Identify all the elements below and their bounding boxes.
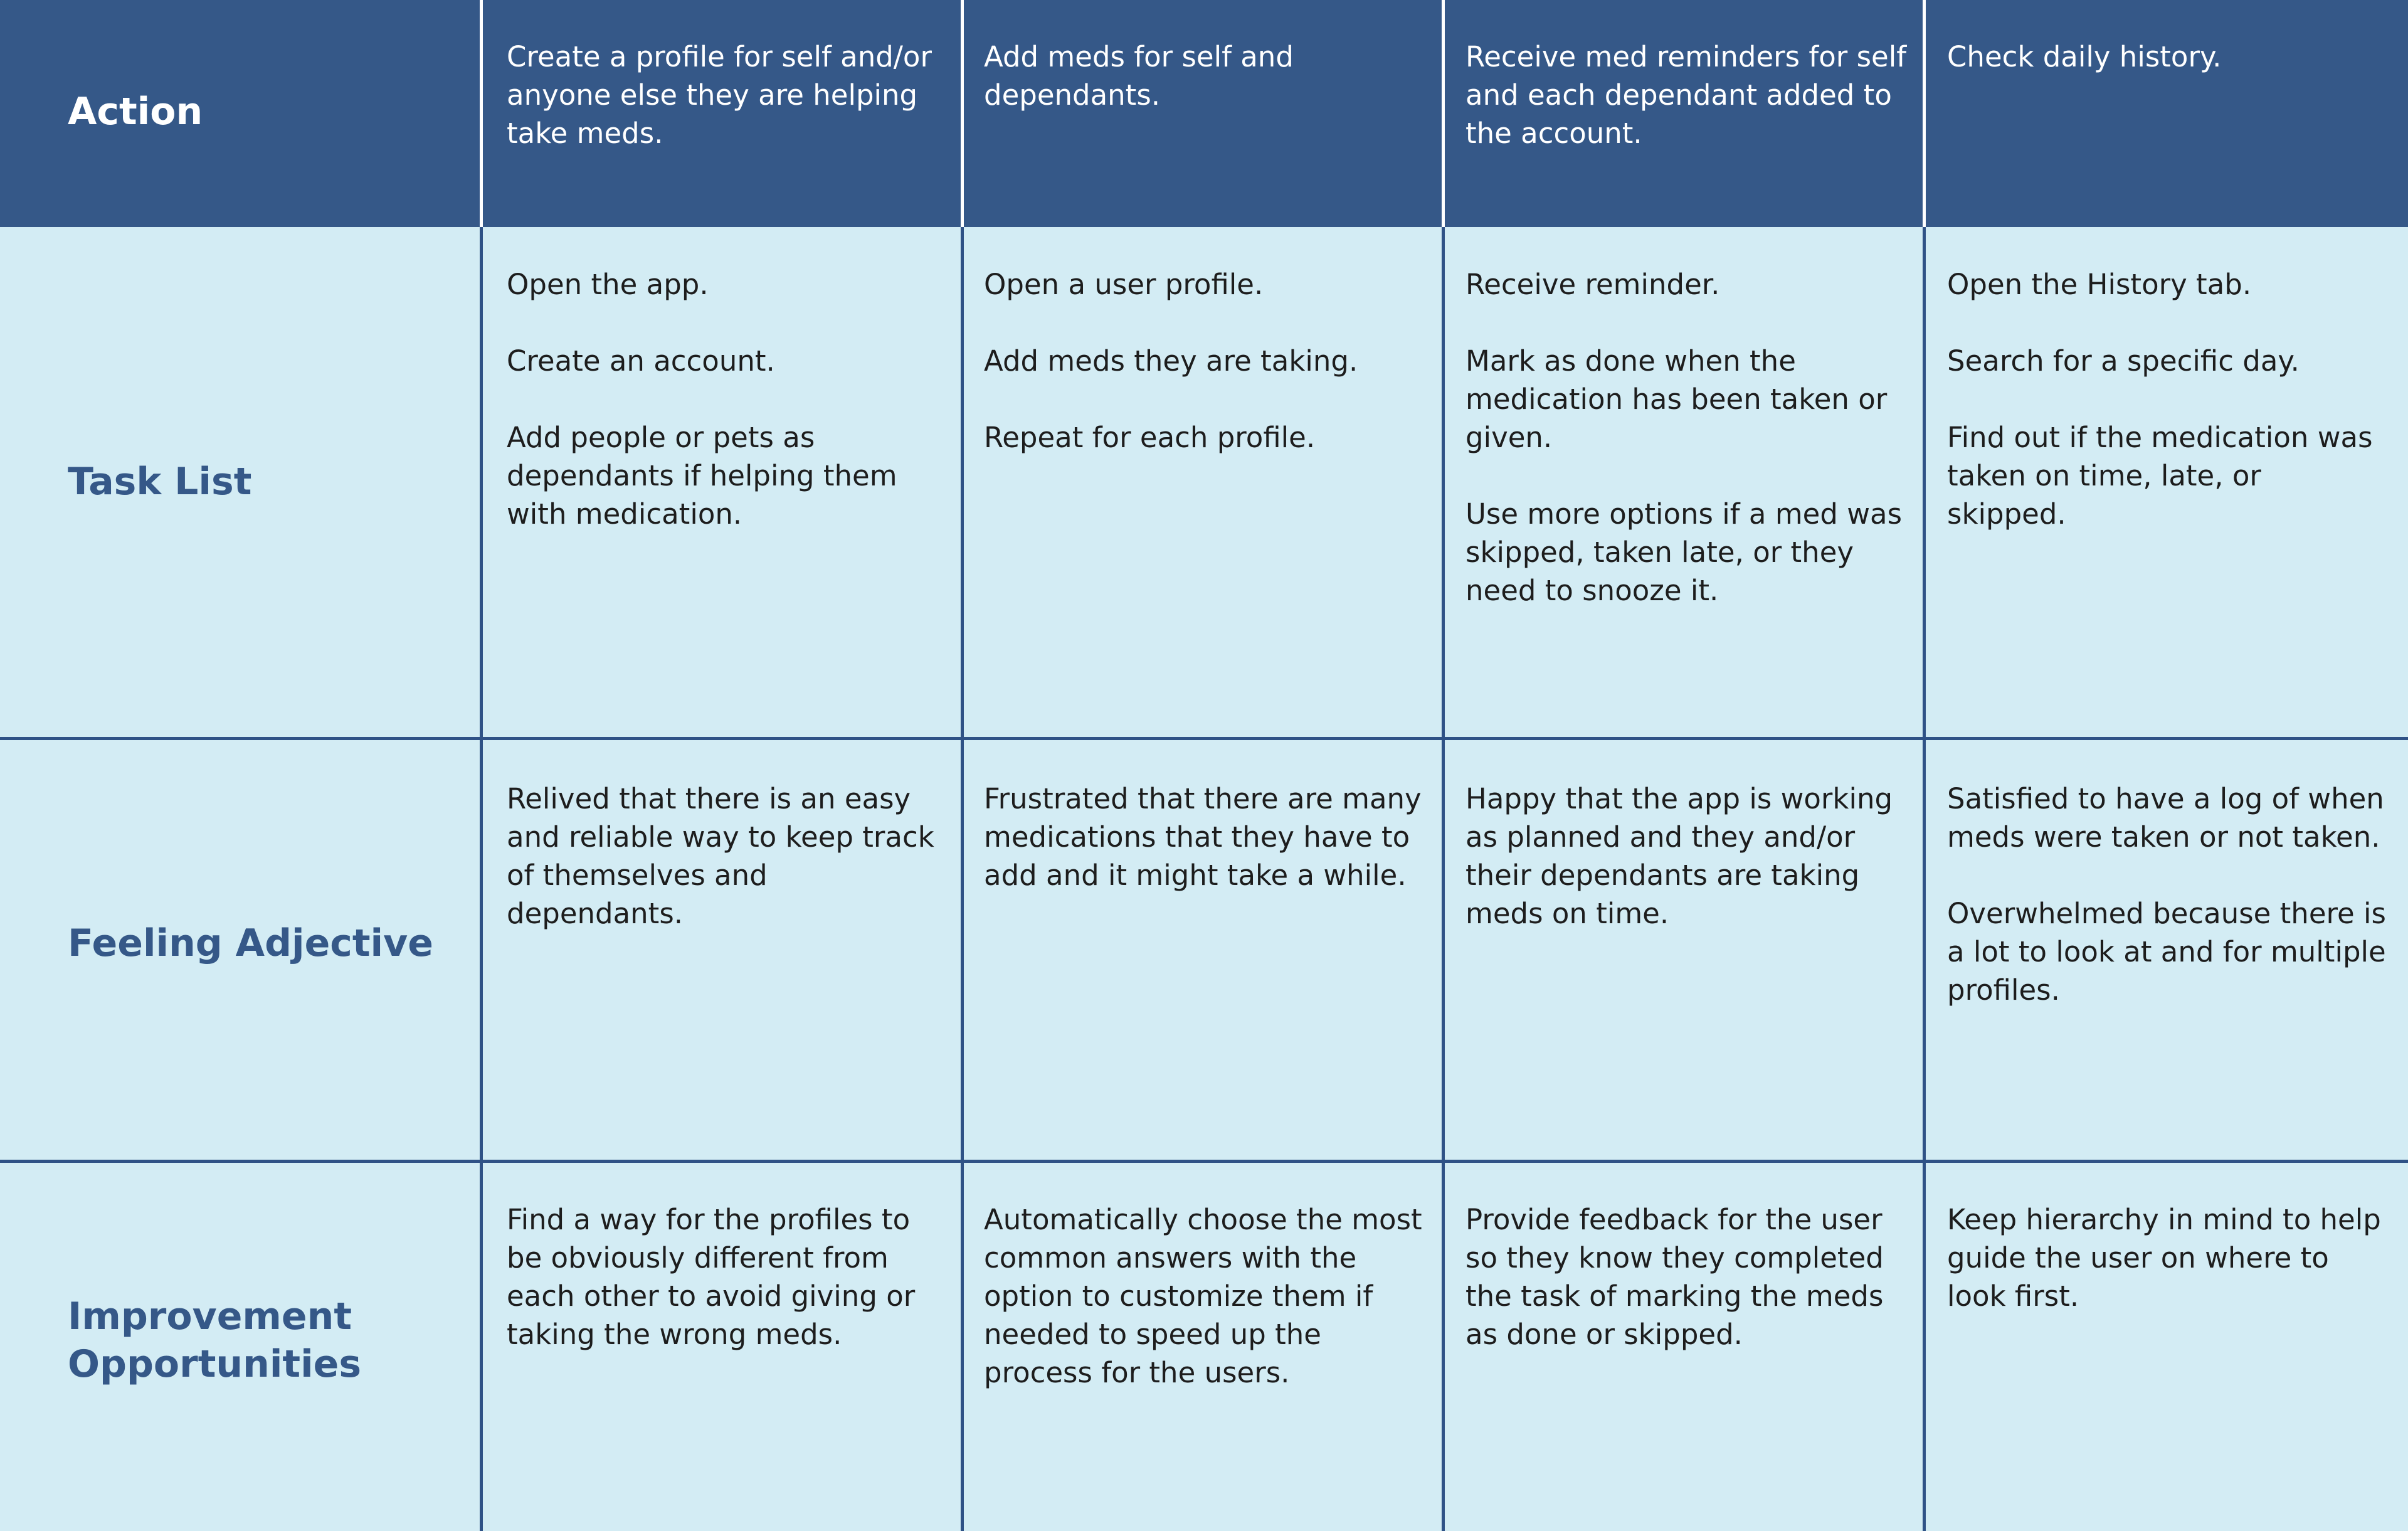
row-label-improvement-opportunities: Improvement Opportunities <box>68 1295 362 1386</box>
task-list-cell-1: Open the app. Create an account. Add people or pets as dependants if helping them with medication. <box>507 268 897 531</box>
improvement-cell-4: Keep hierarchy in mind to help guide the user on where to look first. <box>1947 1203 2381 1313</box>
column-divider <box>1442 227 1445 1531</box>
feeling-cell-4: Satisfied to have a log of when meds were taken or not taken. Overwhelmed because there is a lot to look at and for multiple profiles. <box>1947 782 2386 1007</box>
task-list-cell-4: Open the History tab. Search for a specific day. Find out if the medication was taken on time, late, or skipped. <box>1947 268 2373 531</box>
action-cell-1: Create a profile for self and/or anyone else they are helping take meds. <box>507 40 932 150</box>
header-divider <box>480 0 483 227</box>
action-cell-2: Add meds for self and dependants. <box>984 40 1294 112</box>
header-divider <box>1923 0 1926 227</box>
improvement-cell-1: Find a way for the profiles to be obviously different from each other to avoid giving or taking the wrong meds. <box>507 1203 916 1351</box>
feeling-cell-1: Relived that there is an easy and reliable way to keep track of themselves and dependants. <box>507 782 934 930</box>
improvement-cell-3: Provide feedback for the user so they know they completed the task of marking the meds as done or skipped. <box>1465 1203 1884 1351</box>
task-list-cell-2: Open a user profile. Add meds they are taking. Repeat for each profile. <box>984 268 1358 454</box>
row-divider <box>0 1160 2408 1163</box>
action-cell-4: Check daily history. <box>1947 40 2222 73</box>
feeling-cell-2: Frustrated that there are many medications that they have to add and it might take a while. <box>984 782 1422 892</box>
row-label-task-list: Task List <box>68 460 252 504</box>
task-list-cell-3: Receive reminder. Mark as done when the medication has been taken or given. Use more options if a med was skipped, taken late, or they need to snooze it. <box>1465 268 1903 607</box>
header-divider <box>961 0 964 227</box>
column-divider <box>961 227 964 1531</box>
improvement-cell-2: Automatically choose the most common answers with the option to customize them if needed to speed up the process for the users. <box>984 1203 1422 1389</box>
row-label-feeling-adjective: Feeling Adjective <box>68 921 433 965</box>
row-label-action: Action <box>68 90 203 134</box>
feeling-cell-3: Happy that the app is working as planned and they and/or their dependants are taking meds on time. <box>1465 782 1893 930</box>
column-divider <box>480 227 483 1531</box>
action-cell-3: Receive med reminders for self and each dependant added to the account. <box>1465 40 1907 150</box>
row-divider <box>0 737 2408 740</box>
header-divider <box>1442 0 1445 227</box>
column-divider <box>1923 227 1926 1531</box>
